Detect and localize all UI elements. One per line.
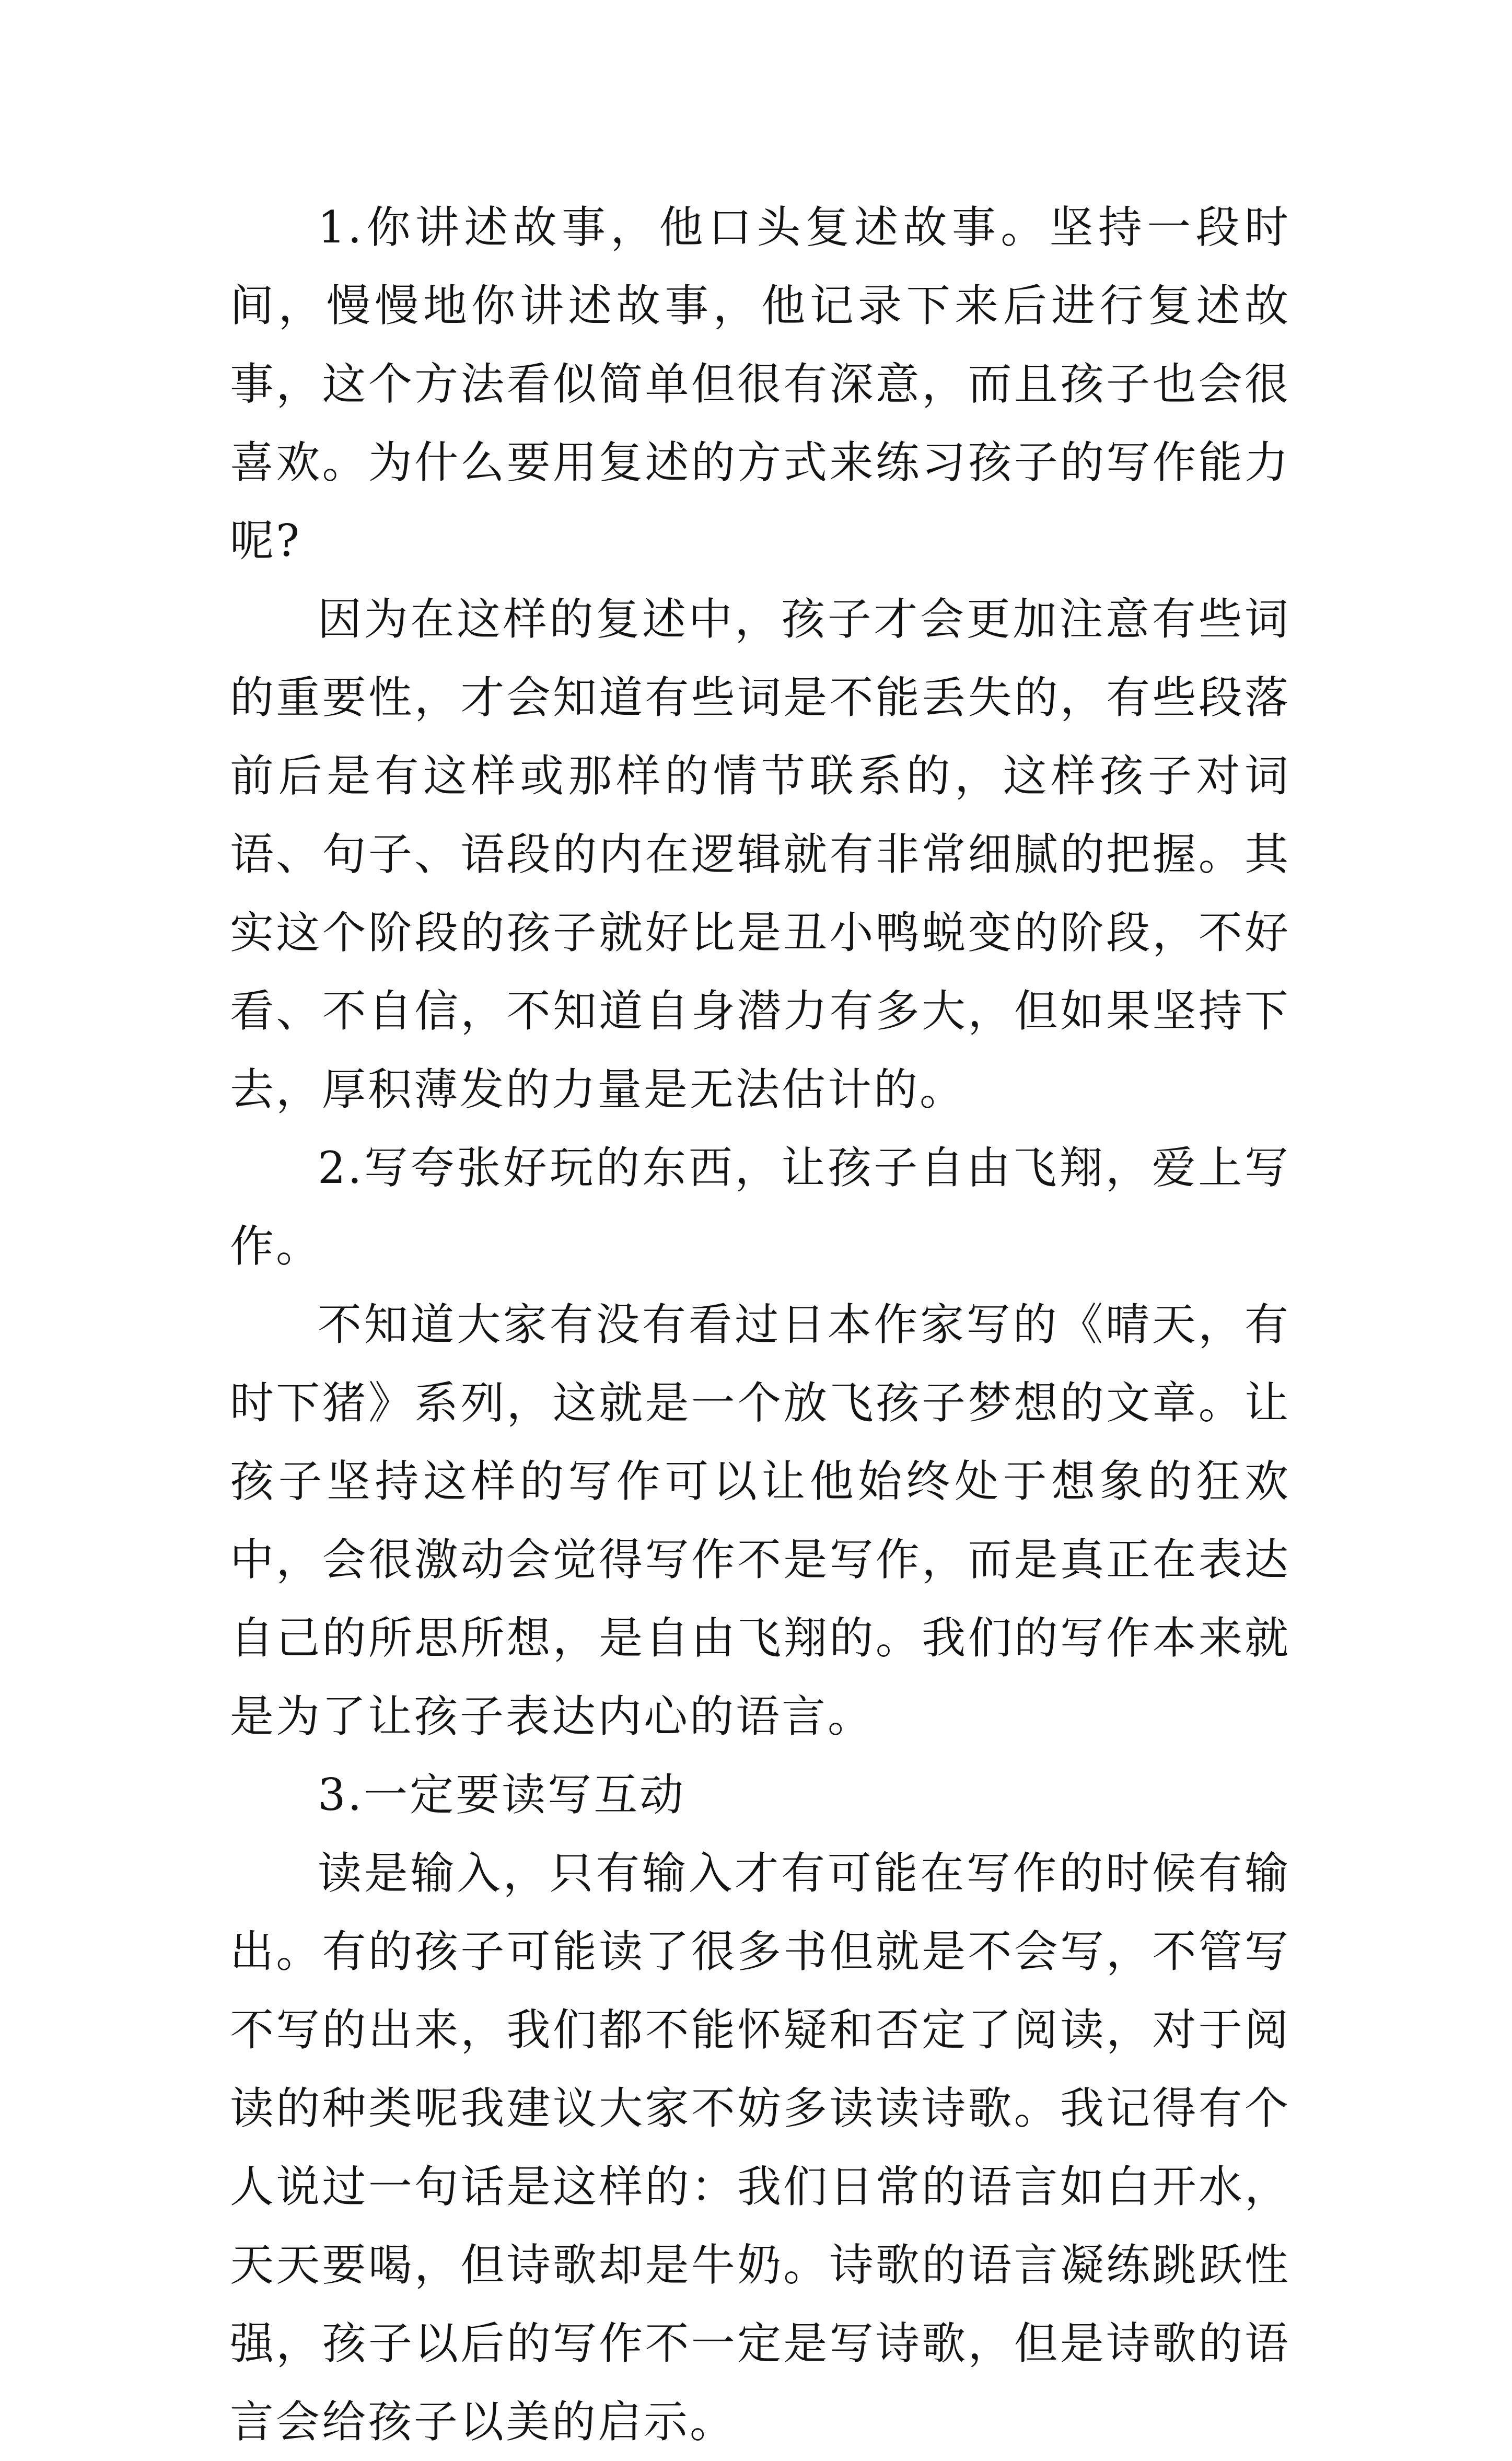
paragraph-heading-imaginative-writing: 2.写夸张好玩的东西，让孩子自由飞翔，爱上写作。 — [230, 1142, 1290, 1272]
paragraph-imaginative-writing: 不知道大家有没有看过日本作家写的《晴天，有时下猪》系列，这就是一个放飞孩子梦想的文章。让孩子坚持这样的写作可以让他始终处于想象的狂欢中，会很激动会觉得写作不是写作，而是真正在表达自己的所思所想，是自由飞翔的。我们的写作本来就是为了让孩子表达内心的语言。 — [230, 1299, 1290, 1742]
paragraph-retelling-method: 1.你讲述故事，他口头复述故事。坚持一段时间，慢慢地你讲述故事，他记录下来后进行复述故事，这个方法看似简单但很有深意，而且孩子也会很喜欢。为什么要用复述的方式来练习孩子的写作能力呢? — [230, 202, 1290, 566]
document-body — [230, 188, 1290, 2461]
paragraph-read-write: 读是输入，只有输入才有可能在写作的时候有输出。有的孩子可能读了很多书但就是不会写，不管写不写的出来，我们都不能怀疑和否定了阅读，对于阅读的种类呢我建议大家不妨多读读诗歌。我记得有个人说过一句话是这样的：我们日常的语言如白开水，天天要喝，但诗歌却是牛奶。诗歌的语言凝练跳跃性强，孩子以后的写作不一定是写诗歌，但是诗歌的语言会给孩子以美的启示。 — [230, 1848, 1290, 2447]
paragraph-retelling-reason: 因为在这样的复述中，孩子才会更加注意有些词的重要性，才会知道有些词是不能丢失的，有些段落前后是有这样或那样的情节联系的，这样孩子对词语、句子、语段的内在逻辑就有非常细腻的把握。其实这个阶段的孩子就好比是丑小鸭蜕变的阶段，不好看、不自信，不知道自身潜力有多大，但如果坚持下去，厚积薄发的力量是无法估计的。 — [230, 594, 1290, 1115]
paragraph-heading-read-write: 3.一定要读写互动 — [318, 1769, 686, 1820]
